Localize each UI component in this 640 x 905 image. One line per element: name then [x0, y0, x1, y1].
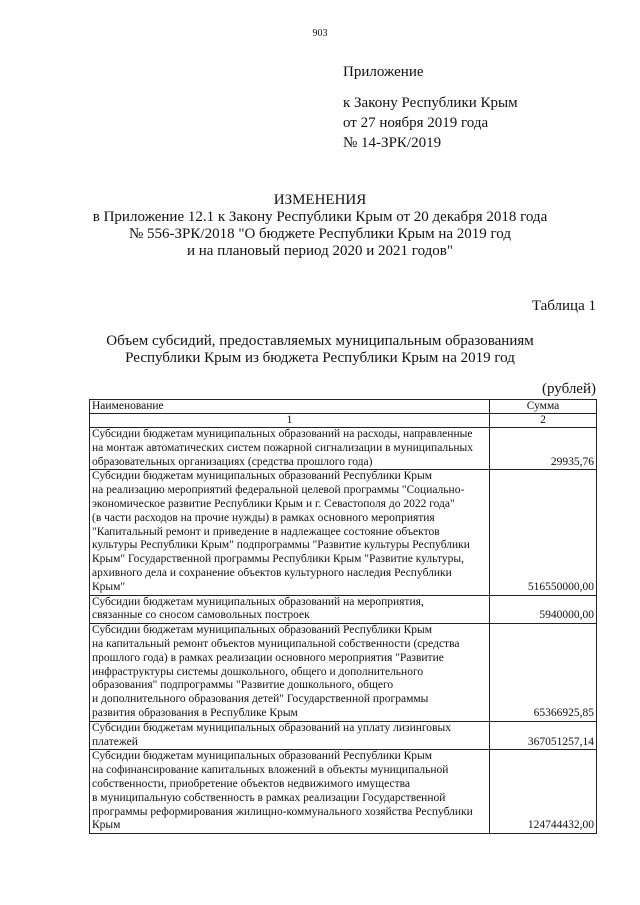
description-line: инфраструктуры системы дошкольного, общего и дополнительного	[92, 665, 424, 678]
appendix-law: к Закону Республики Крым	[343, 95, 518, 111]
table-row	[90, 428, 597, 470]
description-line: прошлого года) в рамках реализации основного мероприятия "Развитие	[92, 651, 444, 664]
row-description	[90, 750, 490, 834]
row-description	[90, 428, 490, 470]
row-amount: 367051257,14	[490, 721, 597, 750]
changes-line: и на плановый период 2020 и 2021 годов"	[187, 243, 453, 259]
description-line: развития образования в Республике Крым	[92, 706, 298, 719]
table-title	[0, 333, 640, 367]
column-number: 2	[490, 414, 597, 428]
description-line: связанные со сносом самовольных построек	[92, 609, 310, 622]
description-line: в муниципальную собственность в рамках реализации Государственной	[92, 791, 446, 804]
appendix-title: Приложение	[343, 64, 424, 80]
description-line: Крым"	[92, 580, 126, 593]
row-amount: 65366925,85	[490, 624, 597, 722]
description-line: на реализацию мероприятий федеральной целевой программы "Социально-	[92, 484, 465, 497]
description-line: программы реформирования жилищно-коммунального хозяйства Республики	[92, 805, 473, 818]
description-line: на капитальный ремонт объектов муниципальной собственности (средства	[92, 637, 460, 650]
description-line: на монтаж автоматических систем пожарной сигнализации в муниципальных	[92, 441, 474, 454]
description-line: Субсидии бюджетам муниципальных образований Республики Крым	[92, 624, 433, 637]
description-line: (в части расходов на прочие нужды) в рамках основного мероприятия	[92, 511, 435, 524]
description-line: культуры Республики Крым" подпрограммы "Развитие культуры Республики	[92, 539, 470, 552]
table-row	[90, 595, 597, 624]
row-amount: 29935,76	[490, 428, 597, 470]
table-title-line: Объем субсидий, предоставляемых муниципальным образованиям	[106, 333, 534, 349]
description-line: Субсидии бюджетам муниципальных образований на мероприятия,	[92, 595, 424, 608]
subsidies-table	[89, 399, 597, 834]
header-name: Наименование	[90, 400, 490, 414]
row-amount: 516550000,00	[490, 470, 597, 595]
description-line: Субсидии бюджетам муниципальных образований Республики Крым	[92, 750, 433, 763]
unit-label: (рублей)	[541, 381, 596, 397]
description-line: Крым	[92, 819, 121, 832]
column-number: 1	[90, 414, 490, 428]
table-row	[90, 721, 597, 750]
description-line: на софинансирование капитальных вложений в объекты муниципальной	[92, 764, 449, 777]
changes-title: ИЗМЕНЕНИЯ	[273, 192, 367, 208]
description-line: Субсидии бюджетам муниципальных образований на уплату лизинговых	[92, 721, 451, 734]
description-line: Субсидии бюджетам муниципальных образований на расходы, направленные	[92, 428, 473, 440]
appendix-number: № 14-ЗРК/2019	[343, 135, 442, 151]
description-line: "Капитальный ремонт и приведение в надлежащее состояние объектов	[92, 525, 440, 538]
description-line: образовательных организациях (средства прошлого года)	[92, 455, 373, 468]
row-description	[90, 624, 490, 722]
description-line: платежей	[92, 735, 138, 748]
table-header-row	[90, 400, 597, 414]
description-line: архивного дела и сохранение объектов культурного наследия Республики	[92, 566, 452, 579]
page-number: 903	[312, 28, 328, 39]
changes-line: в Приложение 12.1 к Закону Республики Крым от 20 декабря 2018 года	[92, 209, 548, 225]
table-title-line: Республики Крым из бюджета Республики Крым на 2019 год	[125, 350, 515, 366]
table-label: Таблица 1	[531, 298, 596, 314]
row-description	[90, 595, 490, 624]
column-number-row	[90, 414, 597, 428]
row-amount: 124744432,00	[490, 750, 597, 834]
changes-heading	[0, 192, 640, 260]
row-description	[90, 470, 490, 595]
description-line: экономическое развитие Республики Крым и г. Севастополя до 2022 года"	[92, 497, 455, 510]
table-row	[90, 470, 597, 595]
appendix-block	[343, 62, 518, 153]
changes-line: № 556-ЗРК/2018 "О бюджете Республики Крым на 2019 год	[128, 226, 512, 242]
table-row	[90, 624, 597, 722]
row-amount: 5940000,00	[490, 595, 597, 624]
description-line: и дополнительного образования детей" Государственной программы	[92, 693, 429, 706]
header-sum: Сумма	[490, 400, 597, 414]
appendix-date: от 27 ноября 2019 года	[343, 115, 489, 131]
description-line: образования" подпрограммы "Развитие дошкольного, общего	[92, 679, 394, 692]
table-row	[90, 750, 597, 834]
description-line: Крым" Государственной программы Республики Крым "Развитие культуры,	[92, 553, 464, 566]
description-line: собственности, приобретение объектов недвижимого имущества	[92, 777, 411, 790]
description-line: Субсидии бюджетам муниципальных образований Республики Крым	[92, 470, 433, 483]
row-description	[90, 721, 490, 750]
